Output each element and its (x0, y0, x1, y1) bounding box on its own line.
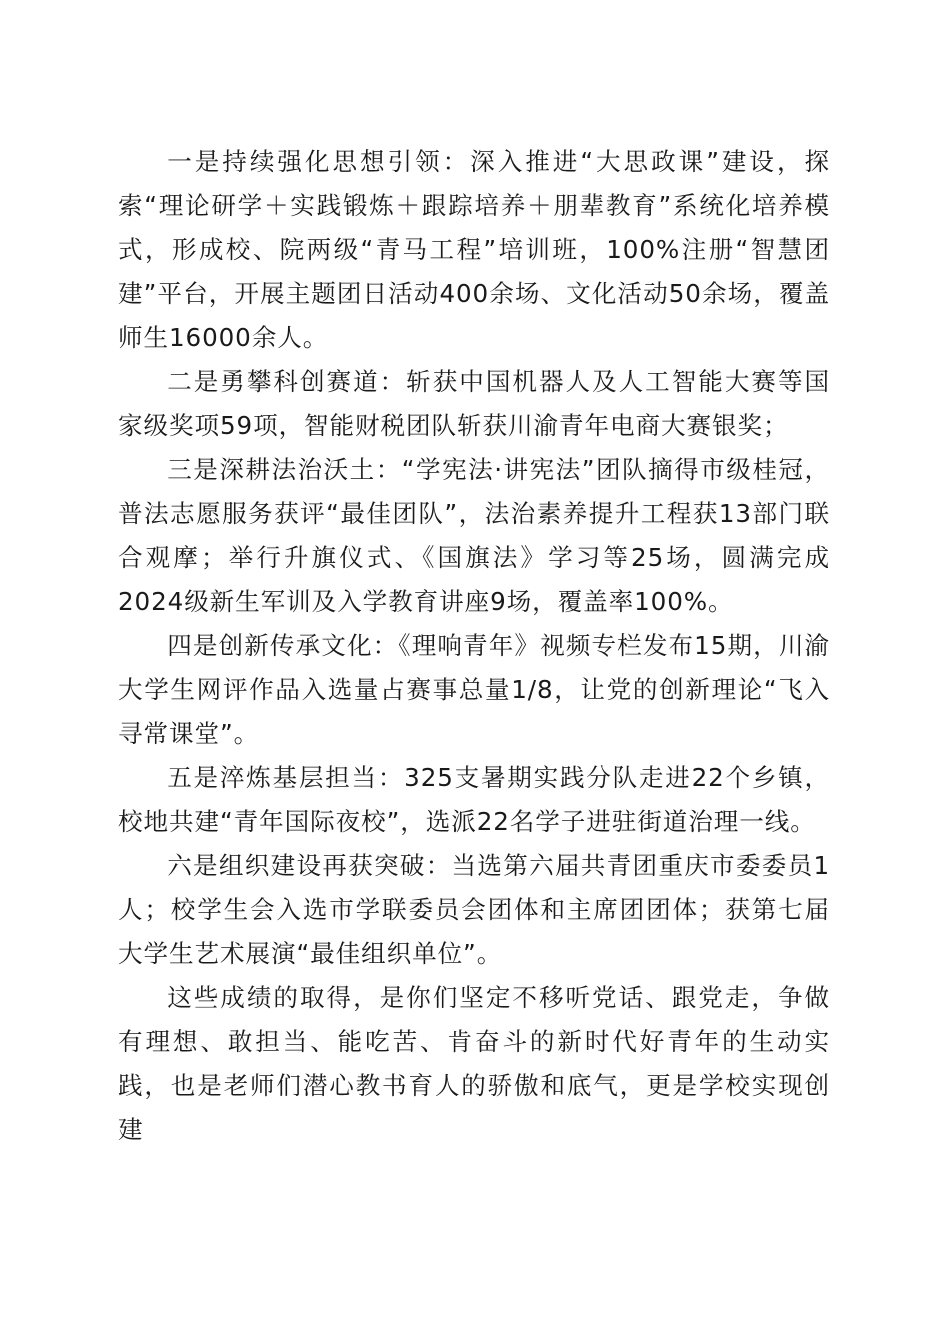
paragraph-grassroots-practice: 五是淬炼基层担当：325支暑期实践分队走进22个乡镇，校地共建“青年国际夜校”，选派22名学子进驻街道治理一线。 (118, 763, 830, 836)
paragraph-science-innovation: 二是勇攀科创赛道：斩获中国机器人及人工智能大赛等国家级奖项59项，智能财税团队斩获川渝青年电商大赛银奖； (118, 367, 830, 440)
paragraph-culture-heritage: 四是创新传承文化：《理响青年》视频专栏发布15期，川渝大学生网评作品入选量占赛事总量1/8，让党的创新理论“飞入寻常课堂”。 (118, 631, 830, 748)
paragraph-thought-leadership: 一是持续强化思想引领：深入推进“大思政课”建设，探索“理论研学＋实践锻炼＋跟踪培养＋朋辈教育”系统化培养模式，形成校、院两级“青马工程”培训班，100%注册“智慧团建”平台，开展主题团日活动400余场、文化活动50余场，覆盖师生16000余人。 (118, 147, 830, 352)
paragraph-rule-of-law: 三是深耕法治沃土：“学宪法·讲宪法”团队摘得市级桂冠，普法志愿服务获评“最佳团队”，法治素养提升工程获13部门联合观摩；举行升旗仪式、《国旗法》学习等25场，圆满完成2024级新生军训及入学教育讲座9场，覆盖率100%。 (118, 455, 830, 616)
paragraph-achievements-summary: 这些成绩的取得，是你们坚定不移听党话、跟党走，争做有理想、敢担当、能吃苦、肯奋斗的新时代好青年的生动实践，也是老师们潜心教书育人的骄傲和底气，更是学校实现创建 (118, 983, 830, 1144)
paragraph-organization-building: 六是组织建设再获突破：当选第六届共青团重庆市委委员1人；校学生会入选市学联委员会团体和主席团团体；获第七届大学生艺术展演“最佳组织单位”。 (118, 851, 830, 968)
document-body (118, 140, 830, 1152)
